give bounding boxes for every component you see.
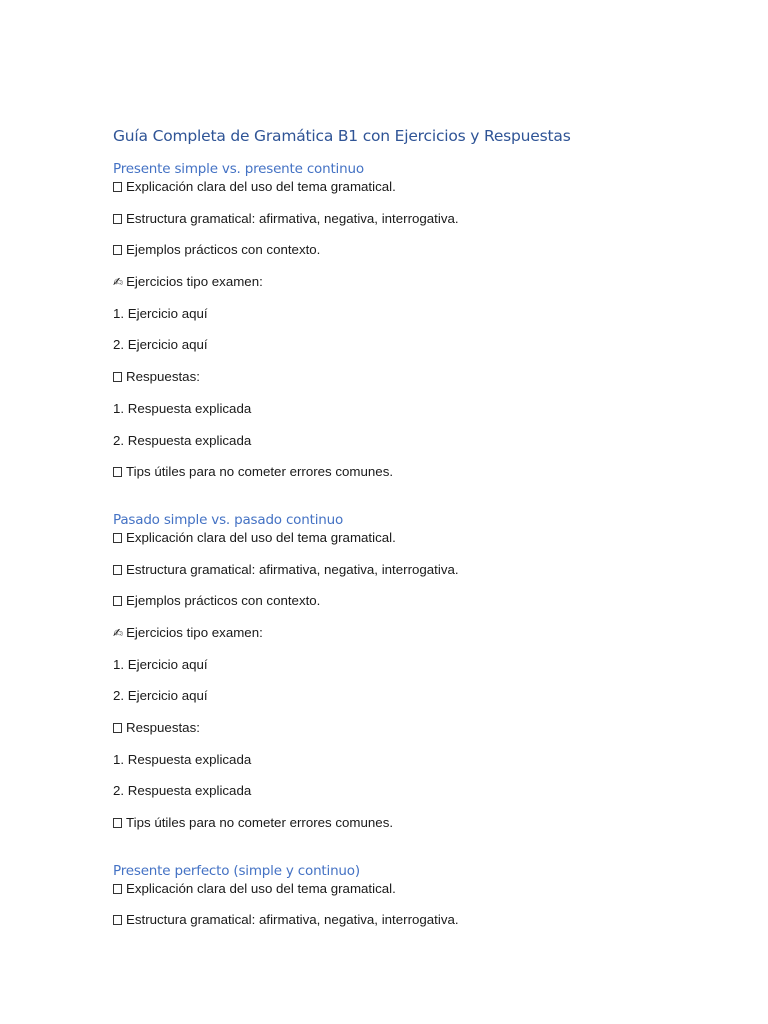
line-text: 1. Ejercicio aquí xyxy=(113,656,208,672)
pencil-icon: ✍ xyxy=(113,275,124,290)
line-text: 2. Ejercicio aquí xyxy=(113,688,208,704)
box-glyph-icon xyxy=(113,214,122,224)
document-body xyxy=(113,124,673,944)
document-line xyxy=(113,815,673,847)
line-text: 1. Respuesta explicada xyxy=(113,400,252,416)
box-glyph-icon xyxy=(113,565,122,575)
box-glyph-icon xyxy=(113,723,122,733)
box-glyph-icon xyxy=(113,533,122,543)
box-glyph-icon xyxy=(113,818,122,828)
document-title: Guía Completa de Gramática B1 con Ejercicios y Respuestas xyxy=(113,127,571,145)
line-text: Estructura gramatical: afirmativa, negativa, interrogativa. xyxy=(126,210,459,226)
line-text: Explicación clara del uso del tema gramatical. xyxy=(126,529,396,545)
box-glyph-icon xyxy=(113,884,122,894)
section xyxy=(113,500,673,847)
document-line xyxy=(113,211,673,243)
document-line xyxy=(113,401,673,433)
section xyxy=(113,851,673,944)
line-text: Ejemplos prácticos con contexto. xyxy=(126,242,321,258)
pencil-icon: ✍ xyxy=(113,625,124,640)
section-heading: Presente simple vs. presente continuo xyxy=(113,161,364,177)
document-line xyxy=(113,562,673,594)
section-heading: Pasado simple vs. pasado continuo xyxy=(113,511,344,528)
line-text: Ejercicios tipo examen: xyxy=(126,274,263,290)
document-line xyxy=(113,530,673,562)
line-text: 2. Respuesta explicada xyxy=(113,432,252,448)
box-glyph-icon xyxy=(113,245,122,255)
line-text: 2. Ejercicio aquí xyxy=(113,337,208,353)
line-text: 1. Ejercicio aquí xyxy=(113,305,208,321)
line-text: Ejemplos prácticos con contexto. xyxy=(126,593,321,609)
document-line xyxy=(113,464,673,496)
document-line xyxy=(113,720,673,752)
document-line xyxy=(113,783,673,815)
document-line xyxy=(113,242,673,274)
line-text: Tips útiles para no cometer errores comunes. xyxy=(126,815,394,831)
box-glyph-icon xyxy=(113,596,122,606)
line-text: Estructura gramatical: afirmativa, negativa, interrogativa. xyxy=(126,561,459,577)
line-text: 2. Respuesta explicada xyxy=(113,783,252,799)
document-line xyxy=(113,752,673,784)
line-text: Explicación clara del uso del tema gramatical. xyxy=(126,179,396,194)
document-line xyxy=(113,912,673,944)
line-text: Tips útiles para no cometer errores comunes. xyxy=(126,464,394,480)
section xyxy=(113,150,673,496)
box-glyph-icon xyxy=(113,467,122,477)
document-line xyxy=(113,881,673,913)
document-line xyxy=(113,179,673,211)
document-line xyxy=(113,625,673,657)
document-line xyxy=(113,593,673,625)
document-line xyxy=(113,306,673,338)
document-line xyxy=(113,274,673,306)
box-glyph-icon xyxy=(113,915,122,925)
section-heading: Presente perfecto (simple y continuo) xyxy=(113,862,360,879)
box-glyph-icon xyxy=(113,372,122,382)
line-text: Estructura gramatical: afirmativa, negativa, interrogativa. xyxy=(126,912,459,928)
line-text: Ejercicios tipo examen: xyxy=(126,624,263,640)
document-line xyxy=(113,657,673,689)
document-line xyxy=(113,433,673,465)
box-glyph-icon xyxy=(113,182,122,192)
line-text: Respuestas: xyxy=(126,720,200,735)
line-text: Respuestas: xyxy=(126,369,200,385)
line-text: 1. Respuesta explicada xyxy=(113,751,252,767)
document-line xyxy=(113,337,673,369)
line-text: Explicación clara del uso del tema gramatical. xyxy=(126,880,396,896)
document-line xyxy=(113,369,673,401)
document-line xyxy=(113,688,673,720)
